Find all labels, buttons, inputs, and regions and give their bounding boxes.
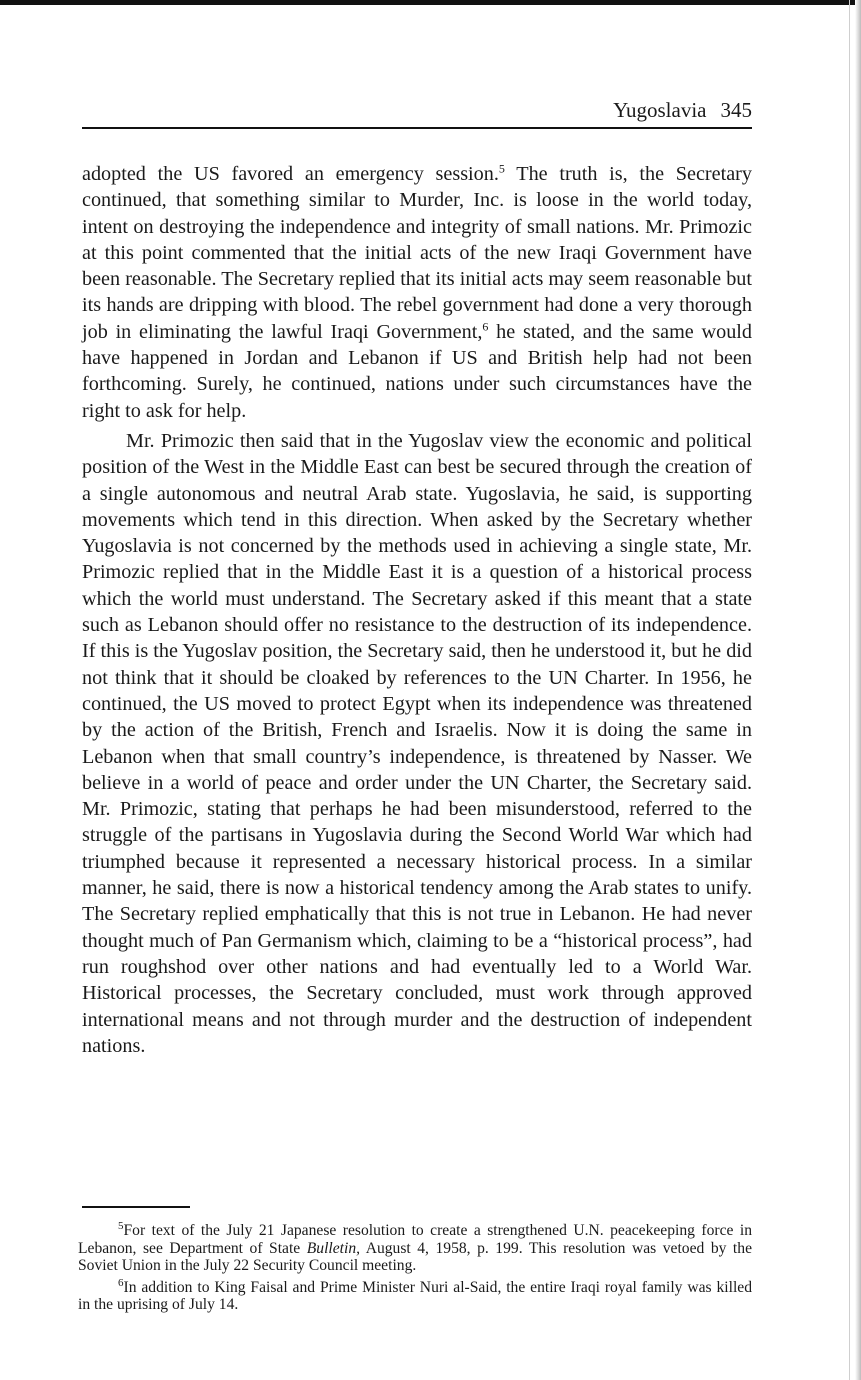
footnote-ref-6: 6 xyxy=(482,319,489,334)
page-number: 345 xyxy=(720,98,752,122)
footnote-6-text: In addition to King Faisal and Prime Minister Nuri al-Said, the entire Iraqi royal family was killed in the uprising of July 14. xyxy=(78,1278,752,1313)
top-scan-border xyxy=(0,0,861,5)
footnote-5-text: For text of the July 21 Japanese resolution to create a strengthened U.N. peacekeeping force in Lebanon, see Department of State xyxy=(78,1222,752,1257)
paragraph-1-start: adopted the US favored an emergency session. xyxy=(82,163,499,185)
paragraph-1-middle: The truth is, the Secretary continued, that something similar to Murder, Inc. is loose in the world today, intent on destroying the independence and integrity of small nations. Mr. Primozic at this point commented that the initial acts of the new Iraqi Government have been reasonable. The Secretary replied that its initial acts may seem reasonable but its hands are dripping with blood. The rebel government had done a very thorough job in eliminating the lawful Iraqi Government, xyxy=(82,163,752,343)
page-edge-line xyxy=(849,0,850,1380)
paragraph-1-end: he stated, and the same would have happened in Jordan and Lebanon if US and British help had not been forthcoming. Surely, he continued, nations under such circumstances have the right to ask for help. xyxy=(82,320,753,422)
header-rule xyxy=(82,127,752,129)
page-edge-shadow xyxy=(855,0,861,1380)
footnote-marker-6: 6 xyxy=(118,1276,124,1289)
footnotes xyxy=(78,1219,752,1318)
footnote-5 xyxy=(78,1219,752,1275)
paragraph-1 xyxy=(82,161,752,424)
footnote-6 xyxy=(78,1276,752,1314)
footnote-ref-5: 5 xyxy=(498,161,505,176)
running-head xyxy=(82,96,752,124)
footnote-marker-5: 5 xyxy=(118,1219,124,1232)
main-text xyxy=(82,161,752,1059)
footnote-rule xyxy=(82,1206,190,1208)
running-head-title: Yugoslavia xyxy=(613,98,707,122)
paragraph-2: Mr. Primozic then said that in the Yugoslav view the economic and political position of the West in the Middle East can best be secured through the creation of a single autonomous and neutral Arab state. Yugoslavia, he said, is supporting movements which tend in this direction. When asked by the Secretary whether Yugoslavia is not concerned by the methods used in achieving a single state, Mr. Primozic replied that in the Middle East it is a question of a historical process which the world must understand. The Secretary asked if this meant that a state such as Lebanon should offer no resistance to the destruction of its independence. If this is the Yugoslav position, the Secretary said, then he understood it, but he did not think that it should be cloaked by references to the UN Charter. In 1956, he continued, the US moved to protect Egypt when its independence was threatened by the action of the British, French and Israelis. Now it is doing the same in Lebanon when that small country’s independence, is threatened by Nasser. We believe in a world of peace and order under the UN Charter, the Secretary said. Mr. Primozic, stating that perhaps he had been misunderstood, referred to the struggle of the partisans in Yugoslavia during the Second World War which had triumphed because it represented a necessary historical process. In a similar manner, he said, there is now a historical tendency among the Arab states to unify. The Secretary replied emphatically that this is not true in Lebanon. He had never thought much of Pan Germanism which, claiming to be a “historical process”, had run roughshod over other nations and had eventually led to a World War. Historical processes, the Secretary concluded, must work through approved international means and not through murder and the destruction of independent nations. xyxy=(82,429,752,1057)
footnote-5-text-end: August 4, 1958, p. 199. This resolution was vetoed by the Soviet Union in the July 22 Security Council meeting. xyxy=(78,1239,752,1274)
footnote-5-italic: Bulletin, xyxy=(306,1239,361,1257)
